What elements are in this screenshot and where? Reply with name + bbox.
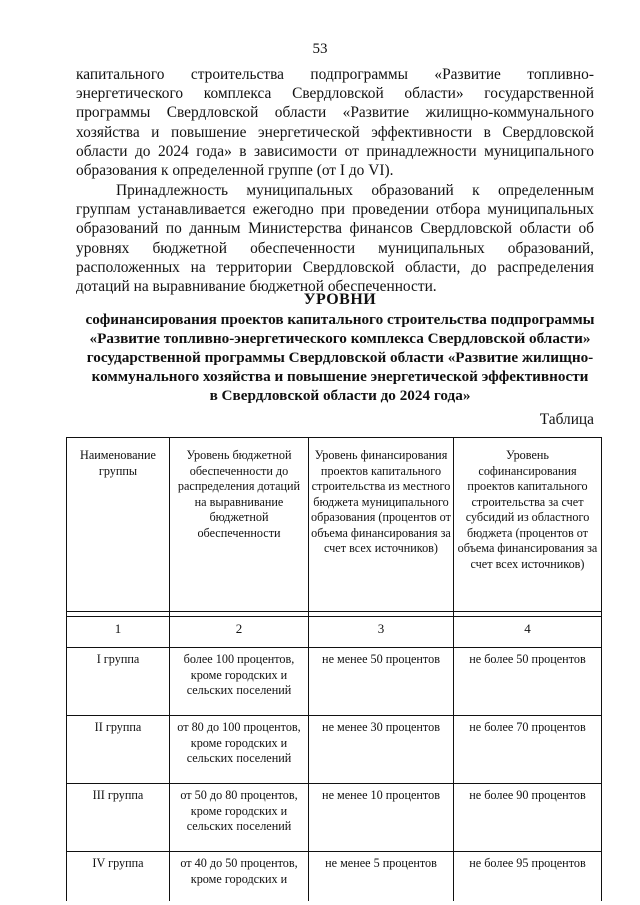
local-financing-cell: не менее 50 процентов	[309, 648, 454, 716]
group-name-cell: II группа	[67, 716, 170, 784]
local-financing-cell: не менее 30 процентов	[309, 716, 454, 784]
column-number: 3	[309, 617, 454, 648]
paragraph-2-block	[76, 181, 594, 296]
cofinancing-levels-table	[66, 437, 602, 901]
header-cell-local-financing: Уровень финансирования проектов капитального строительства из местного бюджета муниципального образования (процентов от объема финансирования за счет всех источников)	[309, 438, 454, 612]
column-number-row	[67, 617, 602, 648]
table-header-row	[67, 438, 602, 612]
regional-cofinancing-cell: не более 70 процентов	[454, 716, 602, 784]
regional-cofinancing-cell: не более 50 процентов	[454, 648, 602, 716]
heading-line-3: государственной программы Свердловской области «Развитие жилищно-	[86, 349, 594, 366]
table-row	[67, 784, 602, 852]
group-name-cell: III группа	[67, 784, 170, 852]
column-number: 2	[170, 617, 309, 648]
column-number: 1	[67, 617, 170, 648]
paragraph-1: капитального строительства подпрограммы «Развитие топливно-энергетического комплекса Свердловской области» государственной программы Свердловской области «Развитие жилищно-коммунального хозяйства и повышение энергетической эффективности в Свердловской области до 2024 года» в зависимости от принадлежности муниципального образования к определенной группе (от I до VI).	[76, 66, 594, 180]
table-heading	[60, 290, 620, 405]
table-row	[67, 852, 602, 902]
header-cell-group: Наименование группы	[67, 438, 170, 612]
table-row	[67, 648, 602, 716]
column-number: 4	[454, 617, 602, 648]
regional-cofinancing-cell: не более 95 процентов	[454, 852, 602, 902]
budget-level-cell: от 50 до 80 процентов, кроме городских и сельских поселений	[170, 784, 309, 852]
budget-level-cell: от 40 до 50 процентов, кроме городских и	[170, 852, 309, 902]
budget-level-cell: от 80 до 100 процентов, кроме городских и сельских поселений	[170, 716, 309, 784]
table-label: Таблица	[539, 411, 594, 428]
paragraph-1-block	[76, 65, 594, 180]
heading-line-4: коммунального хозяйства и повышение энергетической эффективности	[91, 368, 589, 385]
header-cell-regional-cofinancing: Уровень софинансирования проектов капитального строительства за счет субсидий из областного бюджета (процентов от объема финансирования за счет всех источников)	[454, 438, 602, 612]
regional-cofinancing-cell: не более 90 процентов	[454, 784, 602, 852]
heading-line-5: в Свердловской области до 2024 года»	[209, 387, 471, 404]
header-cell-budget-level: Уровень бюджетной обеспеченности до распределения дотаций на выравнивание бюджетной обеспеченности	[170, 438, 309, 612]
heading-title: УРОВНИ	[303, 291, 377, 308]
paragraph-2: Принадлежность муниципальных образований к определенным группам устанавливается ежегодно при проведении отбора муниципальных образований по данным Министерства финансов Свердловской области об уровнях бюджетной обеспеченности муниципальных образований, расположенных на территории Свердловской области, до распределения дотаций на выравнивание бюджетной обеспеченности.	[76, 182, 594, 296]
budget-level-cell: более 100 процентов, кроме городских и сельских поселений	[170, 648, 309, 716]
group-name-cell: I группа	[67, 648, 170, 716]
local-financing-cell: не менее 5 процентов	[309, 852, 454, 902]
heading-line-1: софинансирования проектов капитального строительства подпрограммы	[85, 311, 595, 328]
group-name-cell: IV группа	[67, 852, 170, 902]
table-row	[67, 716, 602, 784]
page-number: 53	[312, 41, 328, 57]
local-financing-cell: не менее 10 процентов	[309, 784, 454, 852]
heading-line-2: «Развитие топливно-энергетического комплекса Свердловской области»	[89, 330, 591, 347]
